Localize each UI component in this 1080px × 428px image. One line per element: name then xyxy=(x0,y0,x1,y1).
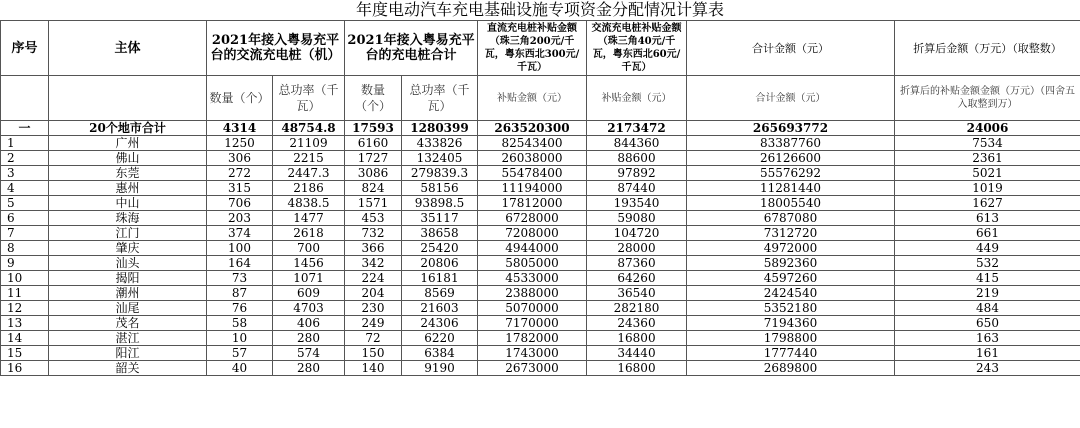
cell-ac-power: 4703 xyxy=(273,301,345,316)
cell-dc-qty: 150 xyxy=(345,346,402,361)
cell-ac-qty: 57 xyxy=(207,346,273,361)
header-ac-group: 2021年接入粤易充平台的交流充电桩（机） xyxy=(207,21,345,76)
cell-dc-qty: 1727 xyxy=(345,151,402,166)
cell-ac-power: 2215 xyxy=(273,151,345,166)
table-row xyxy=(1,136,1080,151)
cell-dc-qty: 140 xyxy=(345,361,402,376)
cell-ac-power: 4838.5 xyxy=(273,196,345,211)
cell-ac-subsidy: 59080 xyxy=(587,211,687,226)
cell-converted: 7534 xyxy=(895,136,1080,151)
cell-city: 韶关 xyxy=(49,361,207,376)
cell-seq: 14 xyxy=(1,331,49,346)
cell-ac-power: 1071 xyxy=(273,271,345,286)
cell-city: 珠海 xyxy=(49,211,207,226)
cell-dc-qty: 366 xyxy=(345,241,402,256)
cell-city: 茂名 xyxy=(49,316,207,331)
cell-dc-qty: 249 xyxy=(345,316,402,331)
cell-dc-subsidy: 4944000 xyxy=(478,241,587,256)
cell-seq: 7 xyxy=(1,226,49,241)
cell-converted: 161 xyxy=(895,346,1080,361)
cell-city: 中山 xyxy=(49,196,207,211)
cell-total-amount: 11281440 xyxy=(687,181,895,196)
cell-total-amount: 7194360 xyxy=(687,316,895,331)
cell-total-amount: 7312720 xyxy=(687,226,895,241)
cell-dc-subsidy: 7208000 xyxy=(478,226,587,241)
cell-city: 东莞 xyxy=(49,166,207,181)
header-total-amount: 合计金额（元） xyxy=(687,21,895,76)
cell-city: 湛江 xyxy=(49,331,207,346)
cell-ac-power: 406 xyxy=(273,316,345,331)
cell-converted: 1627 xyxy=(895,196,1080,211)
subheader-ac-qty: 数量（个） xyxy=(207,76,273,121)
cell-converted: 2361 xyxy=(895,151,1080,166)
cell-seq: 6 xyxy=(1,211,49,226)
cell-dc-subsidy: 82543400 xyxy=(478,136,587,151)
header-seq: 序号 xyxy=(1,21,49,76)
cell-converted: 5021 xyxy=(895,166,1080,181)
cell-dc-subsidy: 5805000 xyxy=(478,256,587,271)
cell-converted: 1019 xyxy=(895,181,1080,196)
cell-dc-power: 8569 xyxy=(402,286,478,301)
header-ac-subsidy: 交流充电桩补贴金额（珠三角40元/千瓦，粤东西北60元/千瓦） xyxy=(587,21,687,76)
cell-dc-power: 25420 xyxy=(402,241,478,256)
cell-dc-power: 35117 xyxy=(402,211,478,226)
table-row xyxy=(1,211,1080,226)
table-row xyxy=(1,346,1080,361)
cell-dc-power: 38658 xyxy=(402,226,478,241)
table-row xyxy=(1,256,1080,271)
cell-city: 广州 xyxy=(49,136,207,151)
cell-converted: 243 xyxy=(895,361,1080,376)
cell-ac-power: 1477 xyxy=(273,211,345,226)
subheader-row xyxy=(1,76,1080,121)
table-row xyxy=(1,151,1080,166)
cell-ac-subsidy: 282180 xyxy=(587,301,687,316)
cell-ac-power: 574 xyxy=(273,346,345,361)
cell-dc-qty: 6160 xyxy=(345,136,402,151)
cell-ac-subsidy: 97892 xyxy=(587,166,687,181)
cell-ac-power: 2447.3 xyxy=(273,166,345,181)
cell-dc-qty: 3086 xyxy=(345,166,402,181)
subheader-total-amount: 合计金额（元） xyxy=(687,76,895,121)
cell-dc-subsidy: 2673000 xyxy=(478,361,587,376)
cell-ac-qty: 1250 xyxy=(207,136,273,151)
subheader-dc-qty: 数量（个） xyxy=(345,76,402,121)
cell-city: 汕尾 xyxy=(49,301,207,316)
cell-ac-qty: 76 xyxy=(207,301,273,316)
total-ac-subsidy: 2173472 xyxy=(587,121,687,136)
cell-dc-power: 6384 xyxy=(402,346,478,361)
cell-converted: 415 xyxy=(895,271,1080,286)
cell-city: 惠州 xyxy=(49,181,207,196)
total-row xyxy=(1,121,1080,136)
cell-ac-power: 21109 xyxy=(273,136,345,151)
cell-total-amount: 2689800 xyxy=(687,361,895,376)
cell-dc-power: 132405 xyxy=(402,151,478,166)
total-seq: 一 xyxy=(1,121,49,136)
cell-dc-qty: 224 xyxy=(345,271,402,286)
table-row xyxy=(1,181,1080,196)
cell-ac-subsidy: 87360 xyxy=(587,256,687,271)
cell-seq: 5 xyxy=(1,196,49,211)
cell-ac-subsidy: 36540 xyxy=(587,286,687,301)
header-dc-subsidy: 直流充电桩补贴金额（珠三角200元/千瓦，粤东西北300元/千瓦） xyxy=(478,21,587,76)
cell-total-amount: 83387760 xyxy=(687,136,895,151)
cell-ac-qty: 58 xyxy=(207,316,273,331)
cell-total-amount: 4597260 xyxy=(687,271,895,286)
cell-dc-qty: 204 xyxy=(345,286,402,301)
cell-dc-power: 24306 xyxy=(402,316,478,331)
cell-ac-qty: 272 xyxy=(207,166,273,181)
table-row xyxy=(1,166,1080,181)
allocation-table xyxy=(0,20,1080,376)
cell-dc-power: 433826 xyxy=(402,136,478,151)
cell-dc-power: 279839.3 xyxy=(402,166,478,181)
cell-seq: 1 xyxy=(1,136,49,151)
cell-ac-qty: 203 xyxy=(207,211,273,226)
cell-dc-qty: 824 xyxy=(345,181,402,196)
cell-seq: 11 xyxy=(1,286,49,301)
cell-dc-power: 16181 xyxy=(402,271,478,286)
cell-total-amount: 1798800 xyxy=(687,331,895,346)
cell-converted: 532 xyxy=(895,256,1080,271)
cell-city: 揭阳 xyxy=(49,271,207,286)
cell-ac-subsidy: 844360 xyxy=(587,136,687,151)
total-converted: 24006 xyxy=(895,121,1080,136)
cell-seq: 13 xyxy=(1,316,49,331)
cell-dc-subsidy: 1782000 xyxy=(478,331,587,346)
cell-ac-qty: 87 xyxy=(207,286,273,301)
cell-total-amount: 6787080 xyxy=(687,211,895,226)
cell-total-amount: 5892360 xyxy=(687,256,895,271)
cell-total-amount: 1777440 xyxy=(687,346,895,361)
cell-ac-power: 280 xyxy=(273,361,345,376)
cell-seq: 10 xyxy=(1,271,49,286)
cell-city: 江门 xyxy=(49,226,207,241)
cell-total-amount: 55576292 xyxy=(687,166,895,181)
table-row xyxy=(1,331,1080,346)
cell-ac-subsidy: 87440 xyxy=(587,181,687,196)
cell-city: 阳江 xyxy=(49,346,207,361)
total-dc-subsidy: 263520300 xyxy=(478,121,587,136)
cell-dc-qty: 72 xyxy=(345,331,402,346)
cell-ac-subsidy: 28000 xyxy=(587,241,687,256)
cell-seq: 3 xyxy=(1,166,49,181)
subheader-subject-empty xyxy=(49,76,207,121)
cell-seq: 15 xyxy=(1,346,49,361)
cell-ac-qty: 100 xyxy=(207,241,273,256)
cell-dc-subsidy: 55478400 xyxy=(478,166,587,181)
cell-ac-subsidy: 64260 xyxy=(587,271,687,286)
cell-dc-qty: 732 xyxy=(345,226,402,241)
subheader-dc-power: 总功率（千瓦） xyxy=(402,76,478,121)
cell-dc-power: 58156 xyxy=(402,181,478,196)
cell-ac-qty: 73 xyxy=(207,271,273,286)
cell-ac-qty: 374 xyxy=(207,226,273,241)
cell-ac-power: 280 xyxy=(273,331,345,346)
cell-seq: 12 xyxy=(1,301,49,316)
cell-ac-subsidy: 24360 xyxy=(587,316,687,331)
cell-converted: 484 xyxy=(895,301,1080,316)
cell-total-amount: 4972000 xyxy=(687,241,895,256)
header-row xyxy=(1,21,1080,76)
cell-dc-qty: 342 xyxy=(345,256,402,271)
cell-total-amount: 2424540 xyxy=(687,286,895,301)
cell-ac-subsidy: 16800 xyxy=(587,361,687,376)
cell-total-amount: 26126600 xyxy=(687,151,895,166)
cell-dc-power: 20806 xyxy=(402,256,478,271)
cell-dc-power: 21603 xyxy=(402,301,478,316)
cell-dc-subsidy: 1743000 xyxy=(478,346,587,361)
cell-ac-qty: 706 xyxy=(207,196,273,211)
cell-city: 肇庆 xyxy=(49,241,207,256)
cell-dc-power: 93898.5 xyxy=(402,196,478,211)
cell-ac-power: 2186 xyxy=(273,181,345,196)
cell-ac-qty: 306 xyxy=(207,151,273,166)
cell-ac-subsidy: 34440 xyxy=(587,346,687,361)
table-row xyxy=(1,361,1080,376)
cell-dc-subsidy: 6728000 xyxy=(478,211,587,226)
header-dc-group: 2021年接入粤易充平台的充电桩合计 xyxy=(345,21,478,76)
cell-ac-subsidy: 193540 xyxy=(587,196,687,211)
cell-dc-qty: 230 xyxy=(345,301,402,316)
subheader-dc-subsidy: 补贴金额（元） xyxy=(478,76,587,121)
cell-ac-power: 2618 xyxy=(273,226,345,241)
cell-ac-power: 700 xyxy=(273,241,345,256)
cell-total-amount: 18005540 xyxy=(687,196,895,211)
cell-dc-subsidy: 26038000 xyxy=(478,151,587,166)
cell-converted: 163 xyxy=(895,331,1080,346)
cell-dc-subsidy: 5070000 xyxy=(478,301,587,316)
total-ac-qty: 4314 xyxy=(207,121,273,136)
table-row xyxy=(1,226,1080,241)
cell-seq: 4 xyxy=(1,181,49,196)
total-ac-power: 48754.8 xyxy=(273,121,345,136)
cell-dc-subsidy: 11194000 xyxy=(478,181,587,196)
table-row xyxy=(1,301,1080,316)
subheader-ac-power: 总功率（千瓦） xyxy=(273,76,345,121)
cell-seq: 9 xyxy=(1,256,49,271)
cell-ac-qty: 40 xyxy=(207,361,273,376)
subheader-converted: 折算后的补贴金额金额（万元）（四舍五入取整到万） xyxy=(895,76,1080,121)
cell-seq: 8 xyxy=(1,241,49,256)
cell-ac-qty: 164 xyxy=(207,256,273,271)
subheader-ac-subsidy: 补贴金额（元） xyxy=(587,76,687,121)
header-subject: 主体 xyxy=(49,21,207,76)
cell-converted: 661 xyxy=(895,226,1080,241)
cell-ac-qty: 10 xyxy=(207,331,273,346)
subheader-seq-empty xyxy=(1,76,49,121)
total-dc-qty: 17593 xyxy=(345,121,402,136)
cell-ac-subsidy: 104720 xyxy=(587,226,687,241)
cell-dc-qty: 453 xyxy=(345,211,402,226)
cell-seq: 16 xyxy=(1,361,49,376)
cell-dc-subsidy: 17812000 xyxy=(478,196,587,211)
cell-seq: 2 xyxy=(1,151,49,166)
header-converted: 折算后金额（万元）（取整数） xyxy=(895,21,1080,76)
table-row xyxy=(1,241,1080,256)
cell-ac-qty: 315 xyxy=(207,181,273,196)
cell-dc-power: 6220 xyxy=(402,331,478,346)
table-row xyxy=(1,316,1080,331)
cell-dc-subsidy: 7170000 xyxy=(478,316,587,331)
table-row xyxy=(1,196,1080,211)
total-amount: 265693772 xyxy=(687,121,895,136)
cell-ac-power: 1456 xyxy=(273,256,345,271)
cell-city: 佛山 xyxy=(49,151,207,166)
cell-city: 汕头 xyxy=(49,256,207,271)
table-row xyxy=(1,286,1080,301)
cell-ac-subsidy: 88600 xyxy=(587,151,687,166)
table-row xyxy=(1,271,1080,286)
cell-converted: 219 xyxy=(895,286,1080,301)
cell-ac-power: 609 xyxy=(273,286,345,301)
cell-converted: 613 xyxy=(895,211,1080,226)
cell-city: 潮州 xyxy=(49,286,207,301)
cell-total-amount: 5352180 xyxy=(687,301,895,316)
cell-converted: 449 xyxy=(895,241,1080,256)
total-name: 20个地市合计 xyxy=(49,121,207,136)
cell-dc-subsidy: 2388000 xyxy=(478,286,587,301)
cell-dc-subsidy: 4533000 xyxy=(478,271,587,286)
cell-converted: 650 xyxy=(895,316,1080,331)
total-dc-power: 1280399 xyxy=(402,121,478,136)
sheet-title: 年度电动汽车充电基础设施专项资金分配情况计算表 xyxy=(355,0,724,19)
cell-dc-power: 9190 xyxy=(402,361,478,376)
cell-dc-qty: 1571 xyxy=(345,196,402,211)
cell-ac-subsidy: 16800 xyxy=(587,331,687,346)
